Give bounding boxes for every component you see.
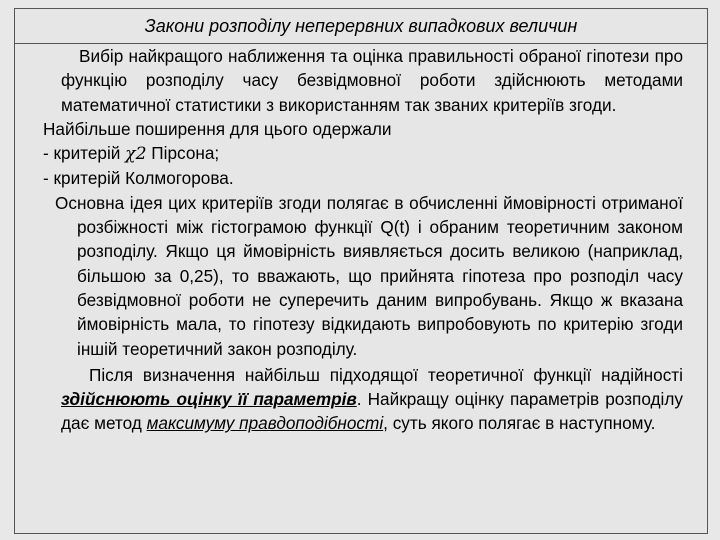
estimation-emphasis-2: максимуму правдоподібності xyxy=(146,413,384,434)
slide-title: Закони розподілу неперервних випадкових величин xyxy=(15,9,707,44)
criterion-kolmogorov: - критерій Колмогорова. xyxy=(43,168,234,189)
criterion-pearson xyxy=(15,141,707,166)
chi-square-symbol: χ2 xyxy=(125,144,147,165)
estimation-text-2: . Найкращу оцінку параметрів розподілу дає метод xyxy=(61,389,683,434)
criterion-pearson-prefix: - критерій xyxy=(43,143,126,164)
estimation-text-3: , суть якого полягає в наступному. xyxy=(383,413,656,434)
estimation-emphasis-1: здійснюють оцінку її параметрів xyxy=(61,389,357,410)
paragraph-spread: Найбільше поширення для цього одержали xyxy=(43,118,392,139)
slide-body xyxy=(15,44,707,436)
criterion-pearson-suffix: Пірсона; xyxy=(146,143,220,164)
paragraph-estimation xyxy=(15,363,707,436)
estimation-text-1: Після визначення найбільш підходящої теоретичної функції надійності xyxy=(89,364,683,385)
content-frame xyxy=(14,8,708,534)
paragraph-intro: Вибір найкращого наближення та оцінка правильності обраної гіпотези про функцію розподілу часу безвідмовної роботи здійснюють методами математичної статистики з використанням так званих критеріїв згоди. xyxy=(61,46,683,115)
paragraph-main-idea: Основна ідея цих критеріїв згоди полягає в обчисленні ймовірності отриманої розбіжності між гістограмою функції Q(t) і обраним теоретичним законом розподілу. Якщо ця ймовірність виявляється досить великою (наприклад, більшою за 0,25), то вважають, що прийнята гіпотеза про розподіл часу безвідмовної роботи не суперечить даним випробувань. Якщо ж вказана ймовірність мала, то гіпотезу відкидають випробовують по критерію згоди іншій теоретичний закон розподілу. xyxy=(55,192,683,359)
